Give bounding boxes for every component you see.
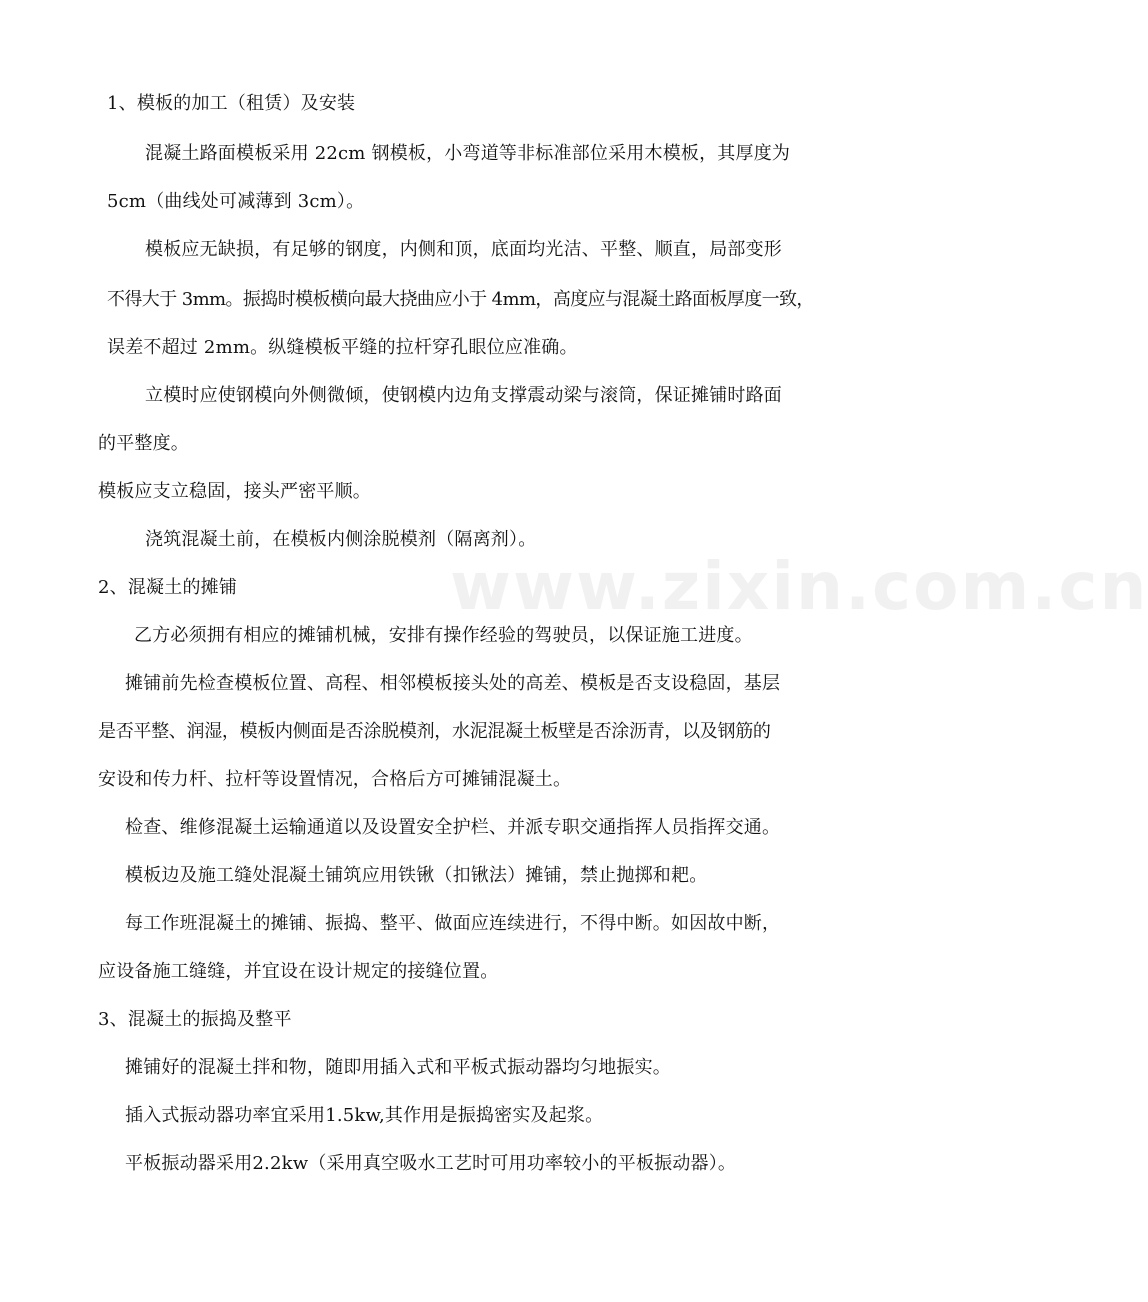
paragraph-line: 混凝土路面模板采用 22cm 钢模板，小弯道等非标准部位采用木模板，其厚度为 — [145, 143, 791, 164]
watermark: www.zixin.com.cn — [450, 548, 1148, 625]
paragraph-line: 模板应支立稳固，接头严密平顺。 — [98, 481, 371, 502]
paragraph-line: 是否平整、润湿，模板内侧面是否涂脱模剂，水泥混凝土板壁是否涂沥青，以及钢筋的 — [98, 721, 771, 742]
paragraph-line: 误差不超过 2mm。纵缝模板平缝的拉杆穿孔眼位应准确。 — [107, 337, 578, 358]
paragraph-line: 应设备施工缝缝，并宜设在设计规定的接缝位置。 — [98, 961, 499, 982]
paragraph-line: 模板边及施工缝处混凝土铺筑应用铁锹（扣锹法）摊铺，禁止抛掷和耙。 — [125, 865, 708, 886]
paragraph-line: 5cm（曲线处可减薄到 3cm）。 — [107, 191, 365, 212]
paragraph-line: 摊铺好的混凝土拌和物，随即用插入式和平板式振动器均匀地振实。 — [125, 1057, 671, 1078]
paragraph-line: 摊铺前先检查模板位置、高程、相邻模板接头处的高差、模板是否支设稳固，基层 — [125, 673, 781, 694]
paragraph-line: 乙方必须拥有相应的摊铺机械，安排有操作经验的驾驶员，以保证施工进度。 — [134, 625, 753, 646]
paragraph-line: 每工作班混凝土的摊铺、振捣、整平、做面应连续进行，不得中断。如因故中断， — [125, 913, 781, 934]
section-heading-2: 2、混凝土的摊铺 — [98, 577, 238, 598]
section-heading-3: 3、混凝土的振捣及整平 — [98, 1009, 292, 1030]
paragraph-line: 不得大于 3mm。振捣时模板横向最大挠曲应小于 4mm，高度应与混凝土路面板厚度一致， — [107, 289, 814, 310]
paragraph-line: 安设和传力杆、拉杆等设置情况，合格后方可摊铺混凝土。 — [98, 769, 572, 790]
paragraph-line: 立模时应使钢模向外侧微倾，使钢模内边角支撑震动梁与滚筒，保证摊铺时路面 — [145, 385, 782, 406]
paragraph-line: 插入式振动器功率宜采用1.5kw,其作用是振捣密实及起浆。 — [125, 1105, 604, 1126]
paragraph-line: 检查、维修混凝土运输通道以及设置安全护栏、并派专职交通指挥人员指挥交通。 — [125, 817, 781, 838]
paragraph-line: 浇筑混凝土前，在模板内侧涂脱模剂（隔离剂）。 — [145, 529, 537, 550]
section-heading-1: 1、模板的加工（租赁）及安装 — [107, 93, 356, 114]
paragraph-line: 模板应无缺损，有足够的钢度，内侧和顶，底面均光洁、平整、顺直，局部变形 — [145, 239, 782, 260]
paragraph-line: 平板振动器采用2.2kw（采用真空吸水工艺时可用功率较小的平板振动器）。 — [125, 1153, 737, 1174]
paragraph-line: 的平整度。 — [98, 433, 189, 454]
